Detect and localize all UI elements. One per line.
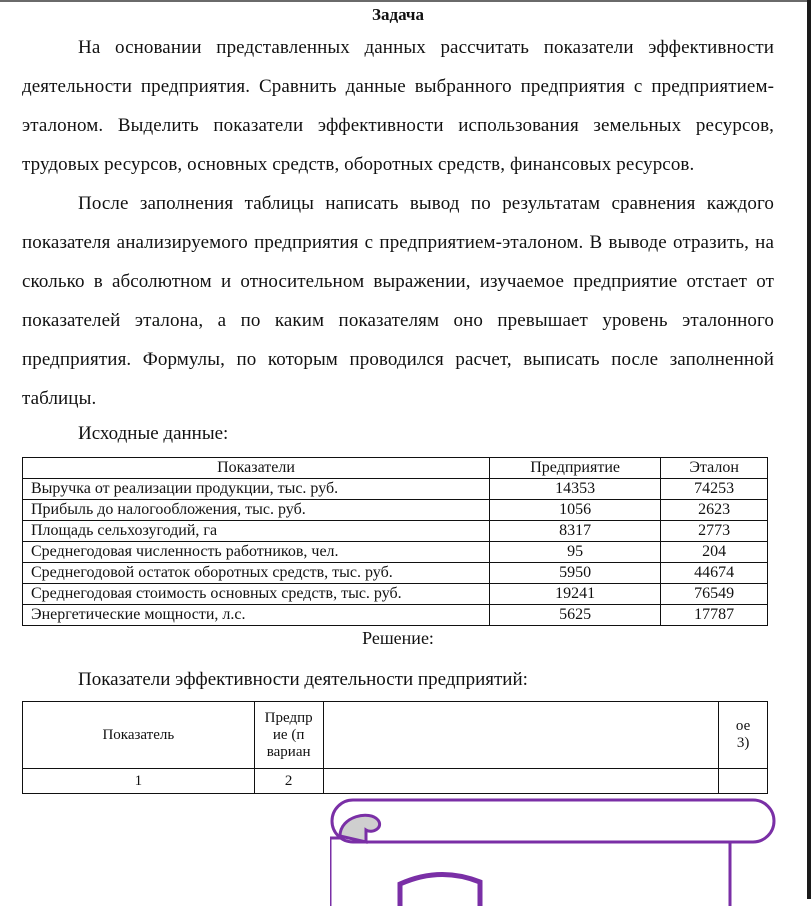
table-header-row: [23, 702, 768, 769]
right-border: [807, 0, 811, 899]
row-benchmark-value: 76549: [661, 584, 768, 605]
table-row: [23, 584, 768, 605]
table-header-row: [23, 458, 768, 479]
header-line: вариан: [266, 743, 311, 760]
task-title: Задача: [372, 5, 424, 24]
row-name: Прибыль до налогообложения, тыс. руб.: [23, 500, 490, 521]
header-line: ое: [735, 718, 751, 734]
row-benchmark-value: 2773: [661, 521, 768, 542]
row-enterprise-value: 5950: [490, 563, 661, 584]
header-enterprise-variant: [254, 702, 323, 769]
scroll-body: [330, 838, 730, 906]
row-enterprise-value: 5625: [490, 605, 661, 626]
table-row: [23, 605, 768, 626]
header-indicators: Показатели: [23, 458, 490, 479]
row-benchmark-value: 74253: [661, 479, 768, 500]
index-cell: 2: [254, 769, 323, 794]
table-row: [23, 500, 768, 521]
row-enterprise-value: 8317: [490, 521, 661, 542]
header-line: ие (п: [272, 726, 305, 743]
header-line: 3): [736, 735, 750, 751]
solution-label: Решение:: [362, 628, 434, 648]
efficiency-table: [22, 701, 768, 794]
row-benchmark-value: 2623: [661, 500, 768, 521]
task-paragraph-1: На основании представленных данных рассчитать показатели эффективности деятельности предприятия. Сравнить данные выбранного предприятия с предприятием-эталоном. Выделить показатели эффективности использования земельных ресурсов, трудовых ресурсов, основных средств, оборотных средств, финансовых ресурсов.: [22, 37, 774, 175]
scroll-banner-overlay: [330, 796, 778, 906]
row-name: Среднегодовая численность работников, чел.: [23, 542, 490, 563]
scroll-top-roll: [332, 800, 774, 842]
row-name: Среднегодовой остаток оборотных средств, тыс. руб.: [23, 563, 490, 584]
table-row: [23, 521, 768, 542]
document-page: [22, 2, 774, 794]
source-data-table: [22, 457, 768, 626]
header-benchmark: Эталон: [661, 458, 768, 479]
row-benchmark-value: 17787: [661, 605, 768, 626]
row-benchmark-value: 204: [661, 542, 768, 563]
solution-subheading: Показатели эффективности деятельности предприятий:: [78, 669, 528, 690]
table-row: [23, 769, 768, 794]
row-benchmark-value: 44674: [661, 563, 768, 584]
header-indicator: Показатель: [23, 702, 255, 769]
table-row: [23, 542, 768, 563]
task-paragraph-2: После заполнения таблицы написать вывод по результатам сравнения каждого показателя анализируемого предприятия с предприятием-эталоном. В выводе отразить, на сколько в абсолютном и относительном выражении, изучаемое предприятие отстает от показателей эталона, а по каким показателям оно превышает уровень эталонного предприятия. Формулы, по которым проводился расчет, выписать после заполненной таблицы.: [22, 193, 774, 409]
table-row: [23, 563, 768, 584]
source-data-label: Исходные данные:: [78, 423, 229, 444]
row-enterprise-value: 14353: [490, 479, 661, 500]
header-enterprise: Предприятие: [490, 458, 661, 479]
header-hidden-columns: [323, 702, 719, 769]
row-name: Среднегодовая стоимость основных средств, тыс. руб.: [23, 584, 490, 605]
index-cell: 1: [23, 769, 255, 794]
index-cell-hidden: [323, 769, 719, 794]
row-enterprise-value: 95: [490, 542, 661, 563]
header-right-fragment: [719, 702, 768, 769]
row-name: Энергетические мощности, л.с.: [23, 605, 490, 626]
row-enterprise-value: 1056: [490, 500, 661, 521]
header-line: Предпр: [264, 709, 313, 726]
row-name: Площадь сельхозугодий, га: [23, 521, 490, 542]
index-cell-hidden: [719, 769, 768, 794]
table-row: [23, 479, 768, 500]
row-enterprise-value: 19241: [490, 584, 661, 605]
row-name: Выручка от реализации продукции, тыс. руб.: [23, 479, 490, 500]
